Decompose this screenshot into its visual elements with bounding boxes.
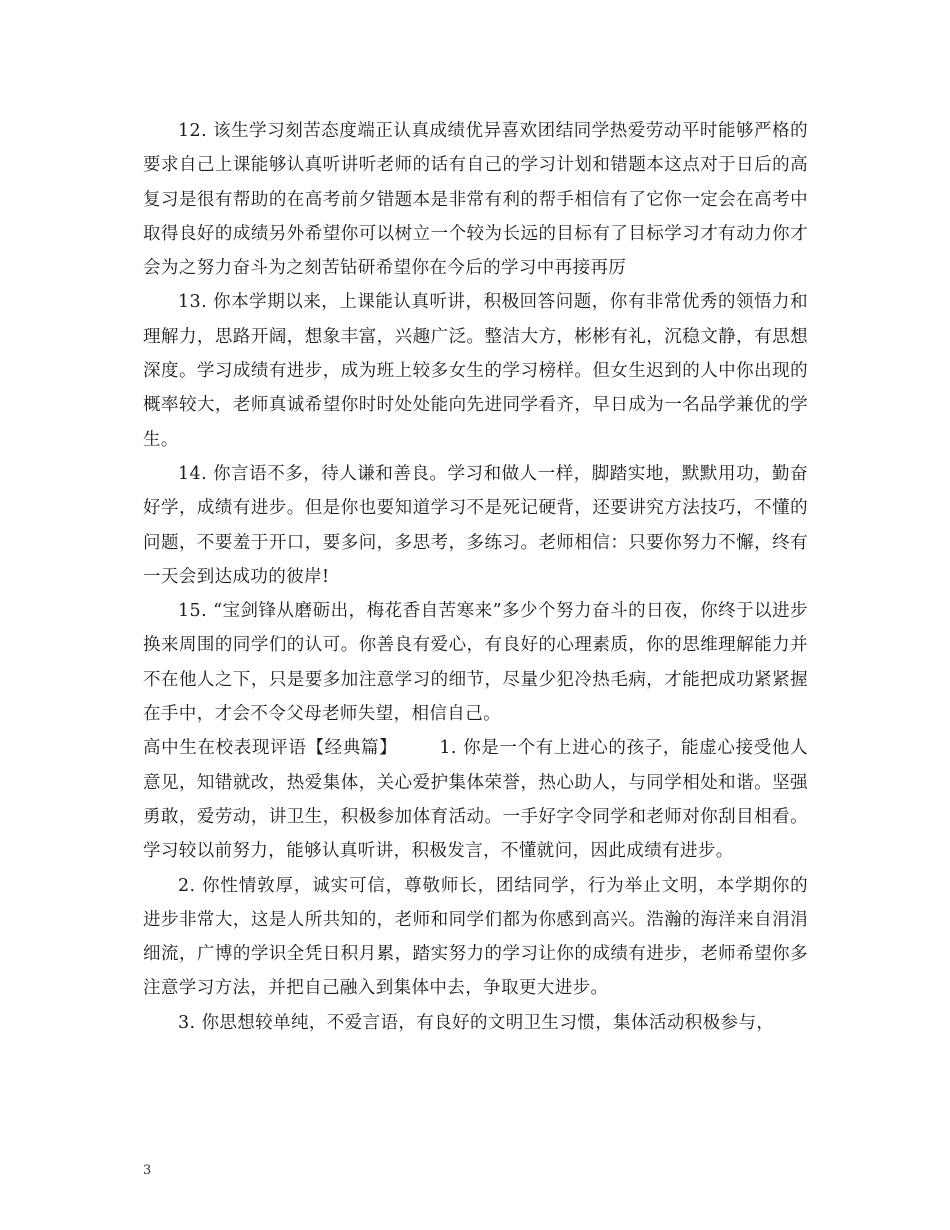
section-intro-paragraph bbox=[143, 731, 808, 868]
comment-paragraph-14: 14. 你言语不多，待人谦和善良。学习和做人一样，脚踏实地，默默用功，勤奋好学，成绩有进步。但是你也要知道学习不是死记硬背，还要讲究方法技巧，不懂的问题，不要羞于开口，要多问，多思考，多练习。老师相信：只要你努力不懈，终有一天会到达成功的彼岸! bbox=[143, 463, 808, 587]
page-number: 3 bbox=[143, 1163, 152, 1178]
document-body bbox=[143, 114, 808, 1040]
comment-paragraph-13: 13. 你本学期以来，上课能认真听讲，积极回答问题，你有非常优秀的领悟力和理解力，思路开阔，想象丰富，兴趣广泛。整洁大方，彬彬有礼，沉稳文静，有思想深度。学习成绩有进步，成为班上较多女生的学习榜样。但女生迟到的人中你出现的概率较大，老师真诚希望你时时处处能向先进同学看齐，早日成为一名品学兼优的学生。 bbox=[143, 292, 808, 450]
section-item-3: 3. 你思想较单纯，不爱言语，有良好的文明卫生习惯，集体活动积极参与， bbox=[178, 1012, 775, 1033]
section-heading: 高中生在校表现评语【经典篇】 bbox=[143, 738, 398, 759]
comment-paragraph-15: 15. “宝剑锋从磨砺出，梅花香自苦寒来”多少个努力奋斗的日夜，你终于以进步换来周围的同学们的认可。你善良有爱心，有良好的心理素质，你的思维理解能力并不在他人之下，只是要多加注意学习的细节，尽量少犯冷热毛病，才能把成功紧紧握在手中，才会不令父母老师失望，相信自己。 bbox=[143, 601, 808, 725]
section-item-1: 1. 你是一个有上进心的孩子，能虚心接受他人意见，知错就改，热爱集体，关心爱护集体荣誉，热心助人，与同学相处和谐。坚强勇敢，爱劳动，讲卫生，积极参加体育活动。一手好字令同学和老师对你刮目相看。学习较以前努力，能够认真听讲，积极发言，不懂就问，因此成绩有进步。 bbox=[143, 738, 809, 862]
section-item-2: 2. 你性情敦厚，诚实可信，尊敬师长，团结同学，行为举止文明，本学期你的进步非常大，这是人所共知的，老师和同学们都为你感到高兴。浩瀚的海洋来自涓涓细流，广博的学识全凭日积月累，踏实努力的学习让你的成绩有进步，老师希望你多注意学习方法，并把自己融入到集体中去，争取更大进步。 bbox=[143, 875, 808, 999]
comment-paragraph-12: 12. 该生学习刻苦态度端正认真成绩优异喜欢团结同学热爱劳动平时能够严格的要求自己上课能够认真听讲听老师的话有自己的学习计划和错题本这点对于日后的高复习是很有帮助的在高考前夕错题本是非常有利的帮手相信有了它你一定会在高考中取得良好的成绩另外希望你可以树立一个较为长远的目标有了目标学习才有动力你才会为之努力奋斗为之刻苦钻研希望你在今后的学习中再接再厉 bbox=[143, 121, 808, 279]
